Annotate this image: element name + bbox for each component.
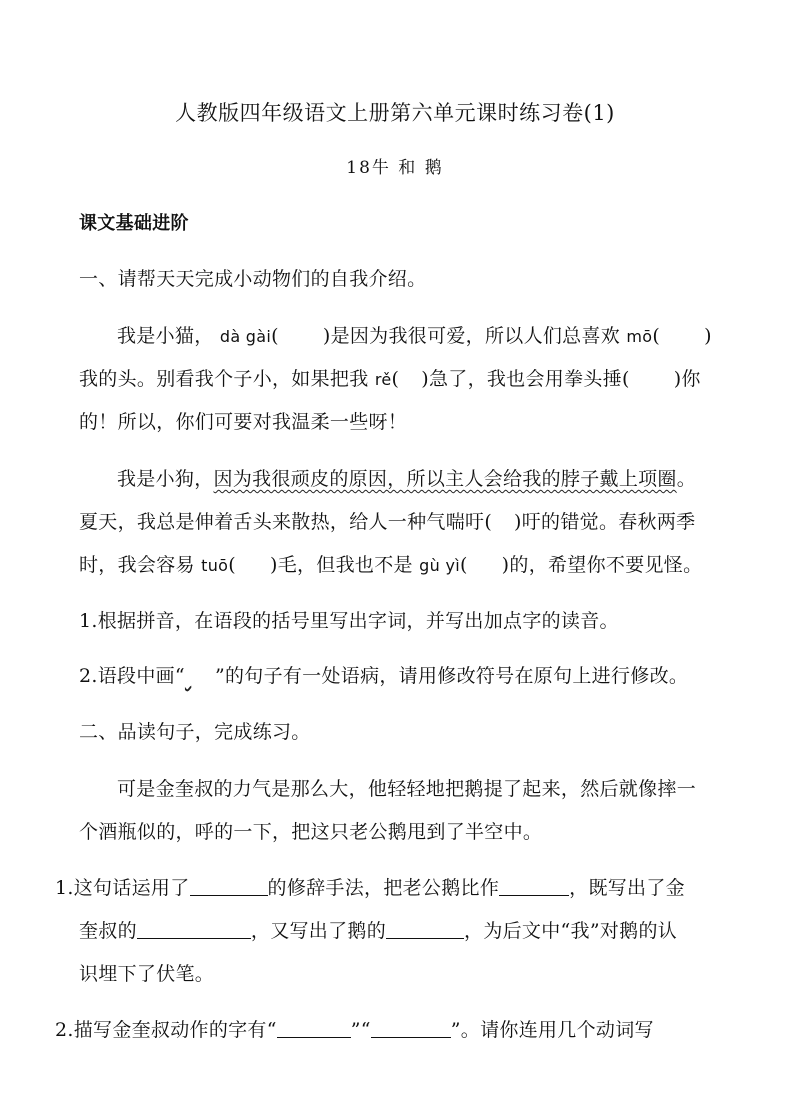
- section-heading: 课文基础进阶: [79, 213, 189, 234]
- wavy-underlined-sentence: 因为我很顽皮的原因，所以主人会给我的脖子戴上项圈: [213, 468, 677, 490]
- worksheet-title: 人教版四年级语文上册第六单元课时练习卷(1): [175, 101, 615, 125]
- task-2-text: ”的句子有一处语病，请用修改符号在原句上进行修改。: [214, 665, 689, 687]
- wavy-line-symbol: [185, 664, 215, 688]
- q2-sub2-text: 2.描写金奎叔动作的字有“: [55, 1019, 277, 1041]
- pinyin-tuo: tuō: [201, 556, 229, 575]
- answer-blank[interactable]: [277, 1019, 351, 1038]
- dog-text: 的，希望你不要见怪。: [509, 554, 703, 576]
- pinyin-mo: mō: [626, 327, 653, 346]
- q2-sub1-text: 1.这句话运用了: [55, 877, 190, 899]
- cat-line-3: 的！所以，你们可要对我温柔一些呀！: [79, 411, 408, 433]
- answer-blank[interactable]: [386, 920, 464, 939]
- dog-text: 吁的错觉。春秋两季: [521, 511, 696, 533]
- q2-sub1-line-1: [55, 876, 685, 900]
- pinyin-re: rě: [374, 370, 392, 389]
- dog-text: 时，我会容易: [79, 554, 195, 576]
- q2-sub1-line-3: 识埋下了伏笔。: [79, 963, 215, 985]
- q2-sub1-line-2: [79, 919, 677, 943]
- answer-blank[interactable]: [190, 877, 268, 896]
- dog-line-2: 夏天，我总是伸着舌头来散热，给人一种气喘吁( )吁的错觉。春秋两季: [79, 511, 696, 533]
- cat-text: 是因为我很可爱，所以人们总喜欢: [330, 325, 621, 347]
- cat-text: 我是小猫，: [117, 325, 214, 347]
- q2-sub2-text: ”“: [350, 1019, 371, 1041]
- pinyin-gu-yi: gù yì: [419, 556, 460, 575]
- cat-text: 急了，我也会用拳头捶: [428, 368, 622, 390]
- task-1: 1.根据拼音，在语段的括号里写出字词，并写出加点字的读音。: [79, 610, 619, 632]
- passage-line-1: 可是金奎叔的力气是那么大，他轻轻地把鹅提了起来，然后就像摔一: [117, 778, 697, 800]
- dog-text: 我是小狗，: [117, 468, 214, 490]
- cat-text: 你: [681, 368, 701, 390]
- question-2-heading: 二、品读句子，完成练习。: [79, 721, 311, 743]
- q2-sub1-text: 奎叔的: [79, 920, 137, 942]
- dog-text: 毛，但我也不是: [277, 554, 413, 576]
- q2-sub2-line-1: [55, 1018, 654, 1042]
- q2-sub1-text: ，又写出了鹅的: [250, 920, 387, 942]
- cat-text: 我的头。别看我个子小，如果把我: [79, 368, 369, 390]
- task-2: [79, 664, 688, 688]
- passage-line-2: 个酒瓶似的，呼的一下，把这只老公鹅甩到了半空中。: [79, 821, 543, 843]
- dog-line-3: 时，我会容易 tuō( )毛，但我也不是 gù yì( )的，希望你不要见怪。: [79, 554, 703, 576]
- q2-sub1-text: ，为后文中“我”对鹅的认: [464, 920, 678, 942]
- answer-blank[interactable]: [137, 920, 251, 939]
- answer-blank[interactable]: [371, 1019, 451, 1038]
- cat-line-2: 我的头。别看我个子小，如果把我 rě( )急了，我也会用拳头捶( )你: [79, 368, 701, 390]
- answer-blank[interactable]: [499, 877, 569, 896]
- lesson-title: 18牛 和 鹅: [346, 158, 444, 178]
- q2-sub1-text: 的修辞手法，把老公鹅比作: [267, 877, 500, 899]
- q2-sub1-text: ，既写出了金: [569, 877, 685, 899]
- dog-text: 夏天，我总是伸着舌头来散热，给人一种气喘吁: [79, 511, 485, 533]
- cat-line-1: 我是小猫， dà gài( )是因为我很可爱，所以人们总喜欢 mō( ): [117, 325, 712, 347]
- task-2-text: 2.语段中画“: [79, 665, 185, 687]
- dog-line-1: [117, 467, 696, 491]
- dog-text: 。: [676, 468, 697, 490]
- question-1-heading: 一、请帮天天完成小动物们的自我介绍。: [79, 268, 427, 290]
- pinyin-da-gai: dà gài: [219, 327, 272, 346]
- q2-sub2-text: ”。请你连用几个动词写: [450, 1019, 654, 1041]
